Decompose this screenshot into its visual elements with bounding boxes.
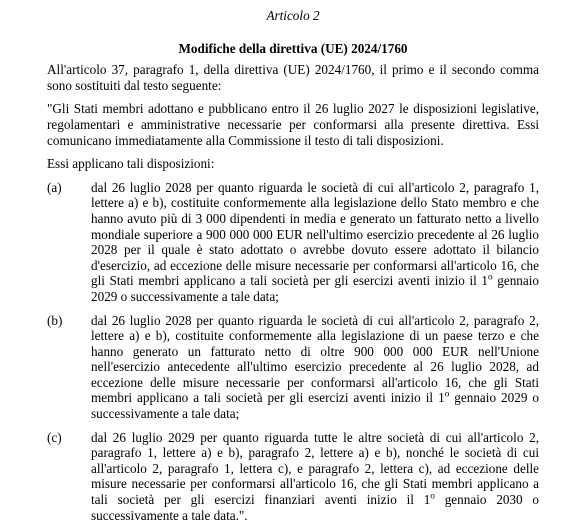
article-number: Articolo 2 xyxy=(266,8,320,23)
item-text: dal 26 luglio 2028 per quanto riguarda le società di cui all'articolo 2, paragrafo 2, lettere a) e b), costituite conformemente alla legislazione di un paese terzo e che hanno generato un fatturato netto di oltre 900 000 000 EUR nell'Unione nell'esercizio antecedente all'ultimo esercizio precedente al 26 luglio 2028, ad eccezione delle misure necessarie per conformarsi all'articolo 16, che gli Stati membri applicano a tali società per gli esercizi aventi inizio il 1$^o$ gennaio 2029 o successivamente a tale data; xyxy=(91,312,539,422)
list-item-b xyxy=(47,313,539,422)
item-text: dal 26 luglio 2029 per quanto riguarda tutte le altre società di cui all'articolo 2, paragrafo 1, lettere a) e b), paragrafo 2, lettere a) e b), nonché le società di cui all'articolo 2, paragrafo 1, lettera c), e paragrafo 2, lettera c), ad eccezione delle misure necessarie per conformarsi all'articolo 16, che gli Stati membri applicano a tali società per gli esercizi finanziari aventi inizio il 1$^o$ gennaio 2030 o successivamente a tale data.". xyxy=(91,429,540,523)
superscript: o xyxy=(488,271,493,282)
apply-paragraph: Essi applicano tali disposizioni: xyxy=(47,156,215,172)
superscript: o xyxy=(430,490,435,501)
superscript: o xyxy=(444,389,450,400)
intro-paragraph: All'articolo 37, paragrafo 1, della direttiva (UE) 2024/1760, il primo e il secondo comma sono sostituiti dal testo seguente: xyxy=(47,62,539,93)
item-label: (b) xyxy=(47,312,63,328)
list-item-c xyxy=(47,430,539,524)
item-label: (a) xyxy=(47,179,62,195)
quoted-paragraph: "Gli Stati membri adottano e pubblicano entro il 26 luglio 2027 le disposizioni legislative, regolamentari e amministrative necessarie per conformarsi alla presente direttiva. Essi comunicano immediatamente alla Commissione il testo di tali disposizioni. xyxy=(47,101,539,148)
article-title: Modifiche della direttiva (UE) 2024/1760 xyxy=(178,40,408,56)
list-item-a xyxy=(47,180,539,305)
document-page xyxy=(47,8,539,531)
item-label: (c) xyxy=(47,429,62,445)
item-text: dal 26 luglio 2028 per quanto riguarda le società di cui all'articolo 2, paragrafo 1, lettere a) e b), costituite conformemente alla legislazione dello Stato membro e che hanno avuto più di 3 000 dipendenti in media e generato un fatturato netto a livello mondiale superiore a 900 000 000 EUR nell'ultimo esercizio precedente al 26 luglio 2028 per il quale è stato adottato o avrebbe dovuto essere adottato il bilancio d'esercizio, ad eccezione delle misure necessarie per conformarsi all'articolo 16, che gli Stati membri applicano a tali società per gli esercizi aventi inizio il 1$^o$ gennaio 2029 o successivamente a tale data; xyxy=(91,179,539,304)
